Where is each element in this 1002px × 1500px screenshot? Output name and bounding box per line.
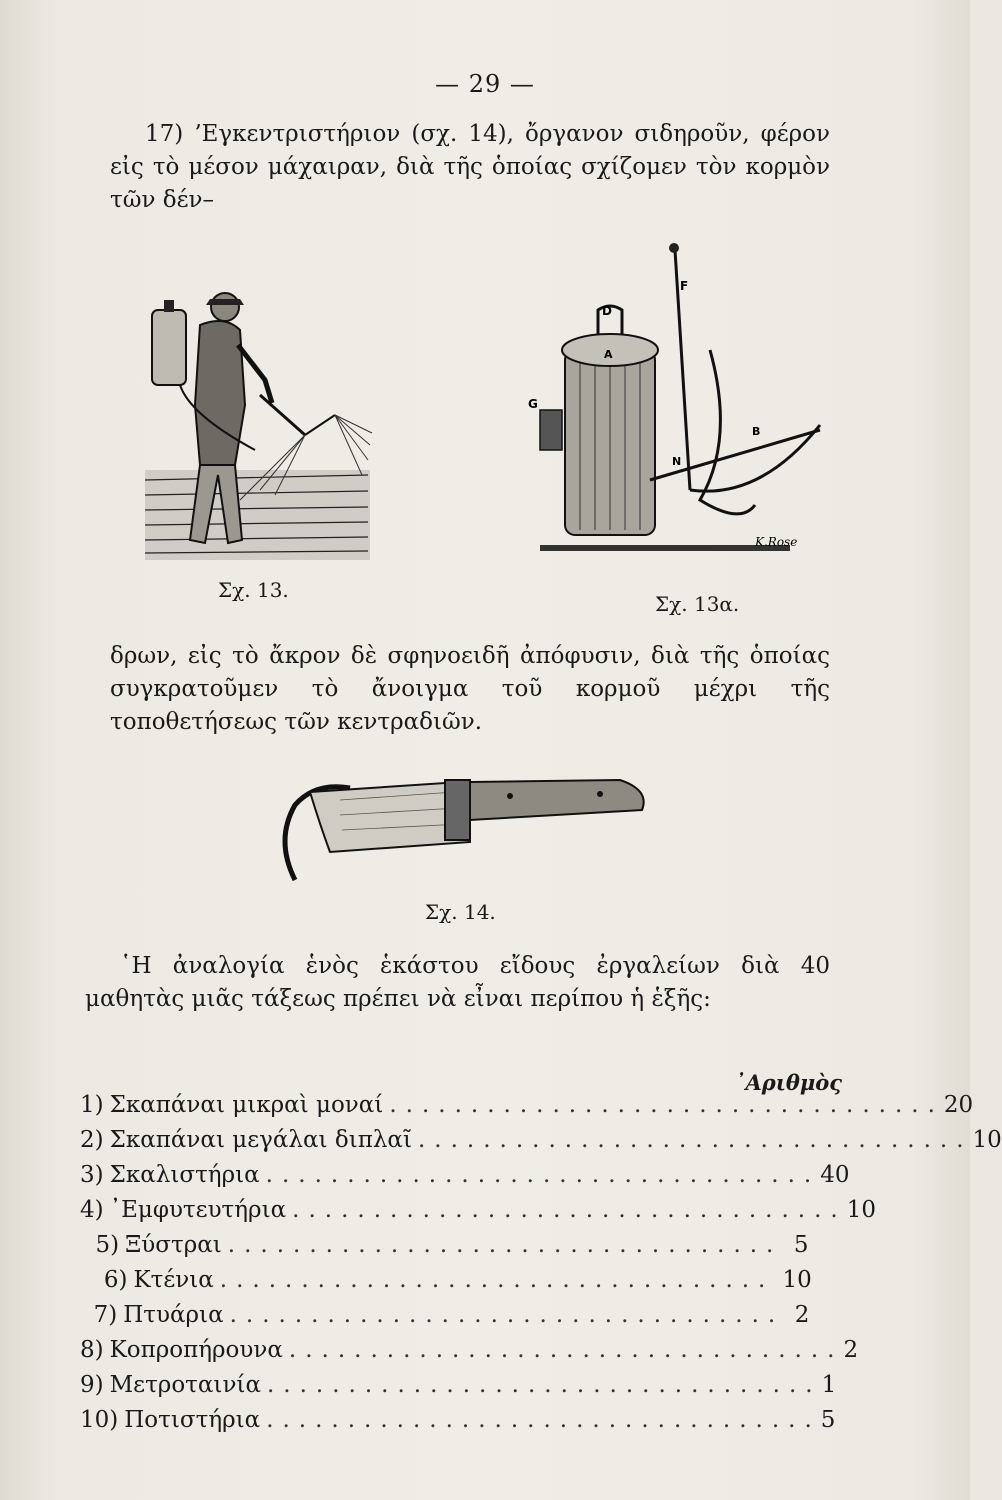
tool-list: [80, 1092, 1002, 1442]
item-quantity: 10: [846, 1197, 876, 1223]
list-item: [80, 1407, 836, 1442]
item-number: 8): [80, 1337, 104, 1363]
leader-dots: ..................................: [266, 1407, 821, 1433]
leader-dots: ..................................: [292, 1197, 847, 1223]
leader-dots: ..................................: [265, 1162, 821, 1188]
item-quantity: 20: [943, 1092, 974, 1118]
item-name: Σκαπάναι μικραὶ μοναί: [109, 1092, 384, 1118]
paragraph-tool-ratio: ῾Η ἀναλογία ἑνὸς ἑκάστου εἴδους ἐργαλείων διὰ 40 μαθητὰς μιᾶς τάξεως πρέπει νὰ εἶναι περίπου ἡ ἑξῆς:: [85, 953, 830, 1012]
item-quantity: 10: [782, 1267, 812, 1293]
item-name: Ποτιστήρια: [124, 1407, 261, 1433]
item-quantity: 5: [793, 1232, 809, 1258]
item-number: 3): [80, 1162, 104, 1188]
leader-dots: ..................................: [227, 1232, 783, 1258]
figure-13a-caption: Σχ. 13α.: [655, 592, 740, 616]
item-quantity: 5: [820, 1407, 836, 1433]
item-number: 6): [103, 1267, 128, 1293]
list-item: [80, 1372, 837, 1407]
figure-14-grafting-knife: [270, 770, 660, 885]
leader-dots: ..................................: [288, 1337, 844, 1363]
list-item: [80, 1302, 820, 1337]
paragraph-continued: δρων, εἰς τὸ ἄκρον δὲ σφηνοειδῆ ἀπόφυσιν, διὰ τῆς ὁποίας συγκρατοῦμεν τὸ ἄνοιγμα τοῦ κορμοῦ μέχρι τῆς τοποθετήσεως τῶν κεντραδιῶν.: [110, 643, 830, 735]
item-quantity: 2: [794, 1302, 810, 1328]
label-a: A: [604, 348, 613, 361]
item-name: Μετροταινία: [109, 1372, 261, 1398]
figure-13-sprayer-man: [140, 285, 375, 575]
page-number: — 29 —: [435, 70, 535, 98]
item-name: Κοπροπήρουνα: [109, 1337, 283, 1363]
paragraph-grafting-tool: 17) ’Εγκεντριστήριον (σχ. 14), ὄργανον σιδηροῦν, φέρον εἰς τὸ μέσον μάχαιραν, διὰ τῆς ὁποίας σχίζομεν τὸν κορμὸν τῶν δέν–: [110, 121, 830, 213]
list-item: [80, 1337, 859, 1372]
item-number: 10): [80, 1407, 119, 1433]
item-number: 9): [80, 1372, 104, 1398]
label-g: G: [528, 397, 538, 411]
item-quantity: 10: [972, 1127, 1002, 1153]
item-name: ᾿Εμφυτευτήρια: [109, 1197, 287, 1223]
figure-14-caption: Σχ. 14.: [425, 900, 496, 924]
item-name: Πτυάρια: [123, 1302, 224, 1328]
label-b: B: [752, 425, 761, 438]
item-number: 4): [80, 1197, 104, 1223]
engraver-signature: K.Rose: [755, 535, 798, 549]
item-name: Ξύστραι: [125, 1232, 222, 1258]
figure-13a-sprayer-apparatus: [520, 240, 830, 570]
item-quantity: 1: [821, 1372, 837, 1398]
label-n: N: [672, 455, 682, 468]
list-item: [80, 1127, 1002, 1162]
list-item: [80, 1267, 820, 1302]
figure-13-caption: Σχ. 13.: [218, 578, 289, 602]
list-item: [80, 1092, 974, 1127]
leader-dots: ..................................: [219, 1267, 775, 1293]
label-d: D: [602, 304, 612, 318]
item-quantity: 2: [843, 1337, 859, 1363]
list-item: [80, 1232, 820, 1267]
leader-dots: ..................................: [229, 1302, 785, 1328]
leader-dots: ..................................: [266, 1372, 822, 1398]
item-quantity: 40: [820, 1162, 850, 1188]
item-name: Σκαλιστήρια: [109, 1162, 260, 1188]
leader-dots: ..................................: [417, 1127, 973, 1153]
column-header-quantity: ᾿Αριθμὸς: [735, 1070, 843, 1095]
list-item: [80, 1162, 850, 1197]
leader-dots: ..................................: [389, 1092, 944, 1118]
item-name: Κτένια: [133, 1267, 214, 1293]
item-number: 7): [93, 1302, 118, 1328]
item-name: Σκαπάναι μεγάλαι διπλαῖ: [109, 1127, 412, 1153]
item-number: 5): [95, 1232, 120, 1258]
label-f: F: [680, 279, 689, 293]
item-number: 2): [80, 1127, 104, 1153]
item-number: 1): [80, 1092, 104, 1118]
list-item: [80, 1197, 876, 1232]
